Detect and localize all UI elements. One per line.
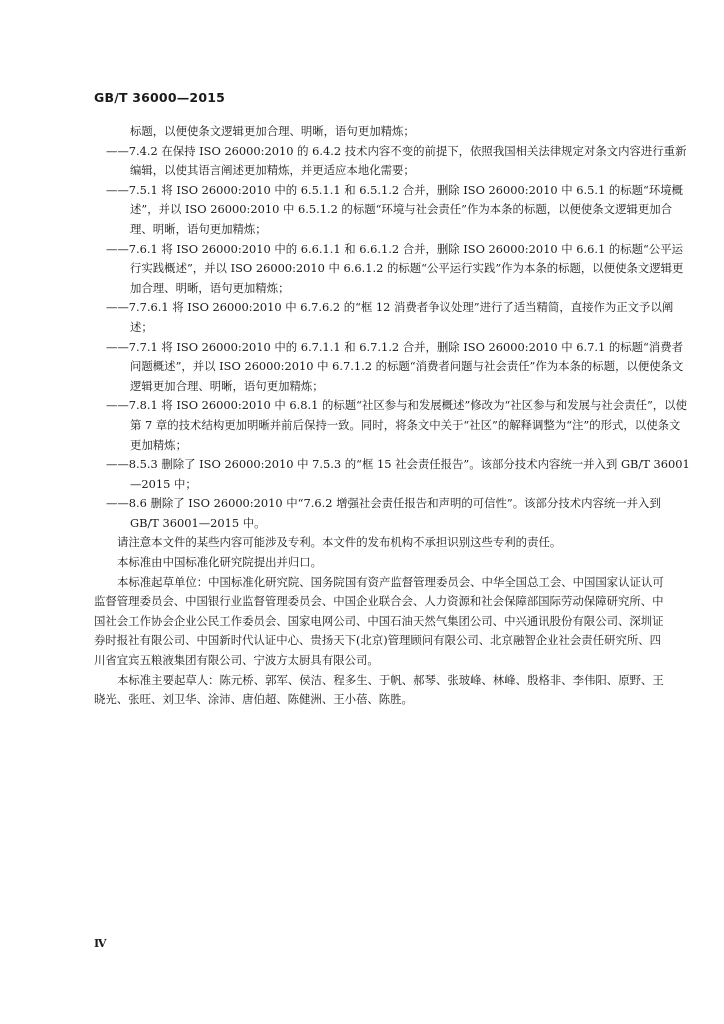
list-item: ——7.4.2 在保持 ISO 26000:2010 的 6.4.2 技术内容不变的前提下，依照我国相关法律规定对条文内容进行重新编辑，以使其语言阐述更加精炼，并更适应本地化需要； bbox=[106, 143, 687, 178]
patent-notice-paragraph: 请注意本文件的某些内容可能涉及专利。本文件的发布机构不承担识别这些专利的责任。 bbox=[117, 535, 562, 550]
drafters-paragraph: 本标准主要起草人：陈元桥、郭军、侯洁、程多生、于帆、郝琴、张玻峰、林峰、殷格非、李伟阳、原野、王晓光、张旺、刘卫华、涂沛、唐伯超、陈健洲、王小蓓、陈胜。 bbox=[94, 672, 664, 707]
list-item: ——7.5.1 将 ISO 26000:2010 中的 6.5.1.1 和 6.5.1.2 合并，删除 ISO 26000:2010 中 6.5.1 的标题“环境概述”，并以 ISO 26000:2010 中 6.5.1.2 的标题“环境与社会责任”作为本条的标题，以便使条文逻辑更加合理、明晰，语句更加精炼； bbox=[106, 182, 683, 236]
list-item: ——7.7.6.1 将 ISO 26000:2010 中 6.7.6.2 的“框 12 消费者争议处理”进行了适当精简，直接作为正文予以阐述； bbox=[106, 300, 674, 334]
page-number: Ⅳ bbox=[94, 937, 107, 950]
list-item: ——7.6.1 将 ISO 26000:2010 中的 6.6.1.1 和 6.6.1.2 合并，删除 ISO 26000:2010 中 6.6.1 的标题“公平运行实践概述”，并以 ISO 26000:2010 中 6.6.1.2 的标题“公平运行实践”作为本条的标题，以便使条文逻辑更加合理、明晰，语句更加精炼； bbox=[106, 241, 684, 295]
standard-number-header: GB/T 36000—2015 bbox=[94, 90, 226, 105]
list-item: ——8.5.3 删除了 ISO 26000:2010 中 7.5.3 的“框 15 社会责任报告”。该部分技术内容统一并入到 GB/T 36001—2015 中； bbox=[106, 457, 690, 491]
drafting-units-paragraph: 本标准起草单位：中国标准化研究院、国务院国有资产监督管理委员会、中华全国总工会、中国国家认证认可监督管理委员会、中国银行业监督管理委员会、中国企业联合会、人力资源和社会保障部国际劳动保障研究所、中国社会工作协会企业公民工作委员会、国家电网公司、中国石油天然气集团公司、中兴通讯股份有限公司、深圳证券时报社有限公司、中国新时代认证中心、贵扬天下(北京)管理顾问有限公司、北京融智企业社会责任研究所、四川省宜宾五粮液集团有限公司、宁波方太厨具有限公司。 bbox=[94, 574, 664, 668]
list-item: ——7.7.1 将 ISO 26000:2010 中的 6.7.1.1 和 6.7.1.2 合并，删除 ISO 26000:2010 中 6.7.1 的标题“消费者问题概述”，并以 ISO 26000:2010 中 6.7.1.2 的标题“消费者问题与社会责任”作为本条的标题，以便使条文逻辑更加合理、明晰，语句更加精炼； bbox=[106, 339, 684, 393]
list-item: ——7.8.1 将 ISO 26000:2010 中 6.8.1 的标题“社区参与和发展概述”修改为“社区参与和发展与社会责任”，以使第 7 章的技术结构更加明晰并前后保持一致。同时，将条文中关于“社区”的解释调整为“注”的形式，以使条文更加精炼； bbox=[106, 398, 687, 452]
list-item: 标题，以便使条文逻辑更加合理、明晰，语句更加精炼； bbox=[130, 124, 415, 138]
proposer-paragraph: 本标准由中国标准化研究院提出并归口。 bbox=[117, 555, 323, 570]
list-item: ——8.6 删除了 ISO 26000:2010 中“7.6.2 增强社会责任报告和声明的可信性”。该部分技术内容统一并入到 GB/T 36001—2015 中。 bbox=[106, 496, 661, 530]
document-body bbox=[0, 122, 724, 710]
